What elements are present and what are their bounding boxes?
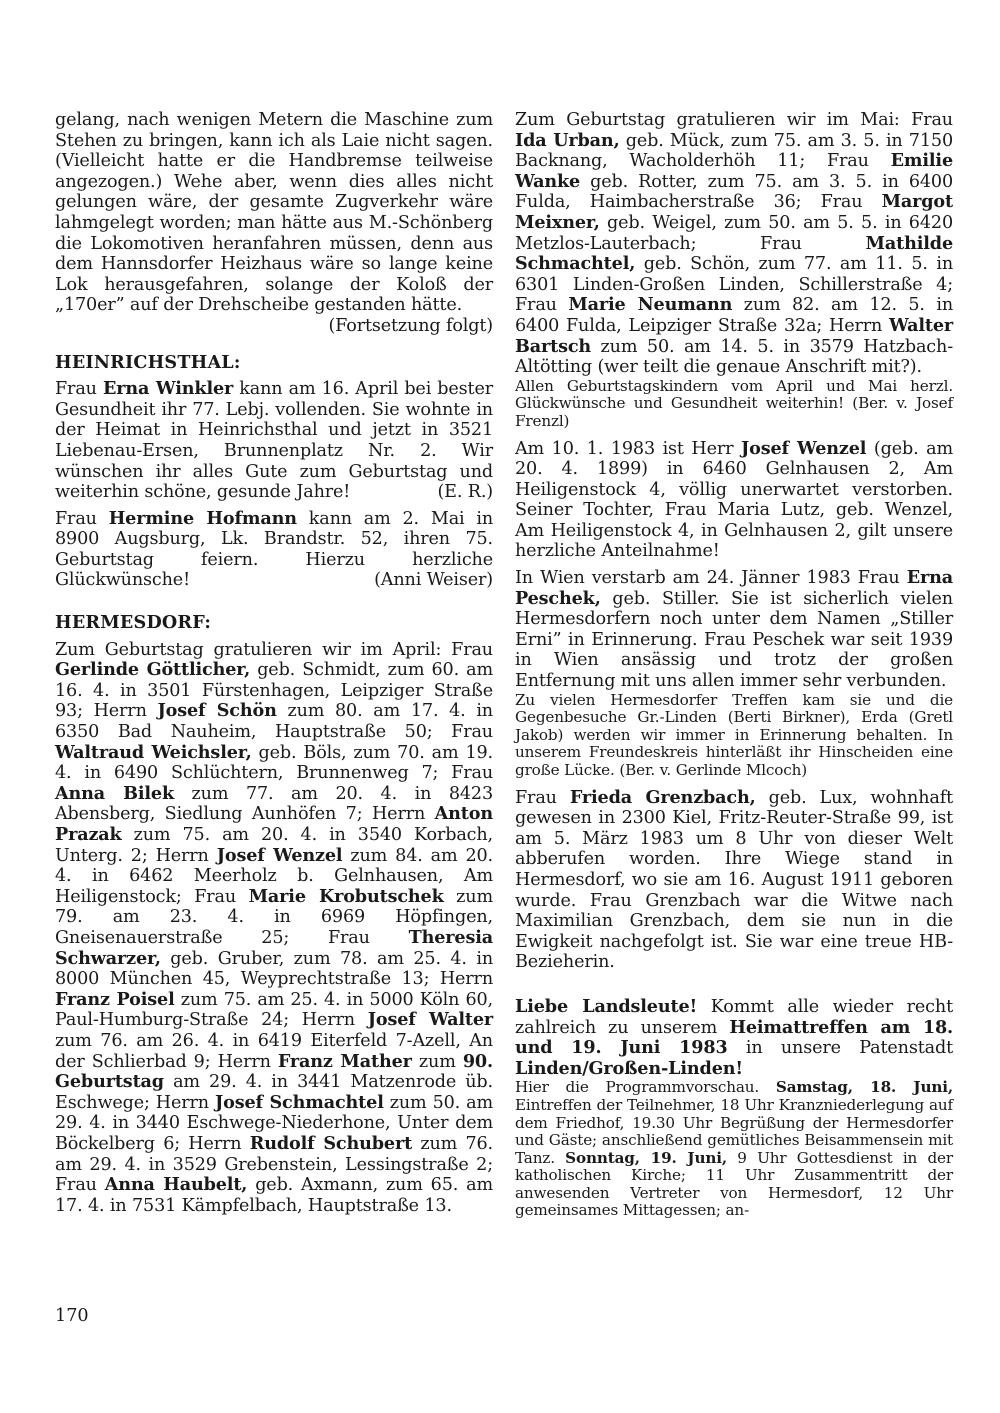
bold-name: Heimattreffen am 18. und 19. Juni 1983 xyxy=(515,1016,954,1059)
author-signature: (Anni Weiser) xyxy=(374,570,493,591)
text-run: Zu vielen Hermesdorfer Treffen kam sie und die Gegenbesuche Gr.-Linden (Berti Birkner), Erda (Gretl Jakob) werden wir immer in Erinnerung behalten. In unserem Freundeskreis hinterläßt ihr Hinscheiden eine große Lücke. (Ber. v. Gerlinde Mlcoch) xyxy=(515,690,953,779)
birthday-greetings-note xyxy=(515,378,953,431)
obituary-erna-peschek xyxy=(515,568,953,692)
bold-name: Linden/Großen-Linden! xyxy=(515,1057,743,1079)
text-run: (geb. am 20. 4. 1899) in 6460 Gelnhausen 2, Am Heiligenstock 4, völlig unerwartet verstorben. Seiner Tochter, Frau Maria Lutz, geb. Wenzel, Am Heiligenstock 4, in Gelnhausen 2, gilt unsere herzliche Anteilnahme! xyxy=(515,438,953,562)
obituary-frieda-grenzbach xyxy=(515,788,953,973)
bold-name: Frieda Grenzbach, xyxy=(569,786,756,808)
text-run: Allen Geburtstagskindern vom April und Mai herzl. Glückwünsche und Gesundheit weiterhin! (Ber. v. Josef Frenzl) xyxy=(515,376,953,430)
text-run: In Wien verstarb am 24. Jänner 1983 Frau xyxy=(515,568,907,589)
bold-name: Josef Wenzel xyxy=(216,844,343,866)
text-run: geb. Weigel, zum 50. am 5. 5. in 6420 Metzlos-Lauterbach; Frau xyxy=(515,212,953,254)
text-run: Zum Geburtstag gratulieren wir im Mai: Frau xyxy=(515,110,953,130)
text-run: in unsere Patenstadt xyxy=(727,1038,953,1059)
text-run: geb. Axmann, zum 65. am 17. 4. in 7531 Kämpfelbach, Hauptstraße 13. xyxy=(55,1175,493,1216)
bold-name: Emilie Wanke xyxy=(515,150,953,192)
continuation-note: (Fortsetzung folgt) xyxy=(328,315,493,336)
text-run: zum xyxy=(411,1051,463,1072)
text-run: zum 79. am 23. 4. in 6969 Höpfingen, Gneisenauerstraße 25; Frau xyxy=(55,886,494,948)
text-run: zum 80. am 17. 4. in 6350 Bad Nauheim, Hauptstraße 50; Frau xyxy=(55,701,493,743)
text-run: zum 75. am 20. 4. in 3540 Korbach, Unterg. 2; Herrn xyxy=(55,825,493,866)
bold-name: Josef Walter xyxy=(367,1009,493,1031)
program-preview xyxy=(515,1079,953,1220)
text-run: kann am 16. April bei bester Gesundheit ihr 77. Lebj. vollenden. Sie wohnte in der Heimat in Heinrichsthal und jetzt in 3521 Liebenau-Ersen, Brunnenplatz Nr. 2. Wir wünschen ihr alles Gute zum Geburtstag und weiterhin schöne, gesunde Jahre! xyxy=(55,379,493,503)
author-signature: (E. R.) xyxy=(437,482,493,503)
page-number: 170 xyxy=(55,1306,89,1326)
bold-name: Anna Haubelt, xyxy=(104,1174,248,1196)
text-run: Am 10. 1. 1983 ist Herr xyxy=(515,438,741,459)
bold-name: Waltraud Weichsler, xyxy=(55,741,252,763)
text-run: zum 75. am 25. 4. in 5000 Köln 60, Paul-Humburg-Straße 24; Herrn xyxy=(55,989,493,1031)
peschek-remembrance-note xyxy=(515,692,953,780)
bold-name: Josef Schmachtel xyxy=(214,1091,384,1113)
text-run: geb. Lux, wohnhaft gewesen in 2300 Kiel, Fritz-Reuter-Straße 99, ist am 5. März 1983 um 8 Uhr von dieser Welt abberufen worden. Ihre Wiege stand in Hermesdorf, wo sie am 16. August 1911 geboren wurde. Frau Grenzbach war die Witwe nach Maximilian Grenzbach, dem sie nun in die Ewigkeit nachgefolgt ist. Sie war eine treue HB-Bezieherin. xyxy=(515,787,954,973)
bold-name: Anna Bilek xyxy=(55,782,174,804)
section-heading-hermesdorf: HERMESDORF: xyxy=(55,612,212,634)
story-continuation xyxy=(55,110,493,316)
bold-name: 90. Geburtstag xyxy=(55,1050,494,1093)
bold-name: Gerlinde Göttlicher, xyxy=(55,659,251,681)
bold-name: Mathilde Schmachtel, xyxy=(515,232,953,275)
text-run: geb. Böls, zum 70. am 19. 4. in 6490 Schlüchtern, Brunnenweg 7; Frau xyxy=(55,742,493,784)
text-run: zum 76. am 29. 4. in 3529 Grebenstein, Lessingstraße 2; Frau xyxy=(55,1133,493,1196)
text-run: geb. Rotter, zum 75. am 3. 5. in 6400 Fulda, Haimbacherstraße 36; Frau xyxy=(515,171,953,213)
bold-name: Hermine Hofmann xyxy=(108,507,297,529)
may-birthdays xyxy=(515,110,953,378)
bold-name: Sonntag, 19. Juni, xyxy=(565,1148,727,1167)
right-column xyxy=(515,110,953,1228)
text-run: geb. Schön, zum 77. am 11. 5. in 6301 Linden-Großen Linden, Schillerstraße 4; Frau xyxy=(515,254,953,316)
bold-name: Marie Krobutschek xyxy=(248,885,444,907)
text-run: geb. Mück, zum 75. am 3. 5. in 7150 Backnang, Wacholderhöh 11; Frau xyxy=(515,130,953,172)
bold-name: Franz Poisel xyxy=(55,988,175,1010)
text-run: Kommt alle wieder recht zahlreich zu unserem xyxy=(515,996,953,1038)
april-birthdays xyxy=(55,640,493,1217)
bold-name: Samstag, 18. Juni, xyxy=(775,1078,953,1097)
text-run: zum 50. am 29. 4. in 3440 Eschwege-Niederhone, Unter dem Böckelberg 6; Herrn xyxy=(55,1092,494,1154)
left-column xyxy=(55,110,493,1222)
bold-name: Anton Prazak xyxy=(55,803,493,845)
text-run: gelang, nach wenigen Metern die Maschine zum Stehen zu bringen, kann ich als Laie nicht sagen. (Vielleicht hatte er die Handbremse teilweise angezogen.) Wehe aber, wenn dies alles nicht gelungen wäre, der gesamte Zugverkehr wäre lahmgelegt worden; man hätte aus M.-Schönberg die Lokomotiven heranfahren müssen, denn aus dem Hannsdorfer Heizhaus wäre so lange keine Lok herausgefahren, solange der Koloß der „170er” auf der Drehscheibe gestanden hätte. xyxy=(55,110,493,316)
text-run: geb. Gruber, zum 78. am 25. 4. in 8000 München 45, Weyprechtstraße 13; Herrn xyxy=(55,948,493,990)
section-heading-heinrichsthal: HEINRICHSTHAL: xyxy=(55,351,241,373)
text-run: zum 77. am 20. 4. in 8423 Abensberg, Siedlung Aunhöfen 7; Herrn xyxy=(55,783,493,825)
text-run: zum 50. am 14. 5. in 3579 Hatzbach-Altötting (wer teilt die genaue Anschrift mit?). xyxy=(515,336,953,378)
text-run: geb. Stiller. Sie ist sicherlich vielen Hermesdorfern noch unter dem Namen „Stiller Erni” in Erinnerung. Frau Peschek war seit 1939 in Wien ansässig und trotz der großen Entfernung mit uns allen immer sehr verbunden. xyxy=(515,588,953,692)
text-run: Frau xyxy=(55,508,109,529)
meeting-announcement xyxy=(515,997,953,1079)
text-run: am 29. 4. in 3441 Matzenrode üb. Eschwege; Herrn xyxy=(55,1072,493,1113)
bold-name: Josef Wenzel xyxy=(740,437,867,459)
text-run: zum 82. am 12. 5. in 6400 Fulda, Leipziger Straße 32a; Herrn xyxy=(515,295,953,336)
text-run: 9 Uhr Gottesdienst in der katholischen Kirche; 11 Uhr Zusammentritt der anwesenden Vertreter von Hermesdorf, 12 Uhr gemeinsames Mittagessen; an- xyxy=(515,1148,953,1220)
text-run: geb. Schmidt, zum 60. am 16. 4. in 3501 Fürstenhagen, Leipziger Straße 93; Herrn xyxy=(55,660,493,722)
text-run: zum 76. am 26. 4. in 6419 Eiterfeld 7-Azell, An der Schlierbad 9; Herrn xyxy=(55,1030,493,1072)
bold-name: Erna Peschek, xyxy=(515,567,953,609)
bold-name: Ida Urban, xyxy=(515,129,620,151)
bold-name: Franz Mather xyxy=(277,1050,412,1072)
bold-name: Margot Meixner, xyxy=(515,191,953,233)
bold-name: Liebe Landsleute! xyxy=(515,995,698,1017)
text-run: Zum Geburtstag gratulieren wir im April: Frau xyxy=(55,639,493,660)
obituary-josef-wenzel xyxy=(515,439,953,563)
bold-name: Josef Schön xyxy=(157,700,277,722)
text-run: zum 84. am 20. 4. in 6462 Meerholz b. Gelnhausen, Am Heiligenstock; Frau xyxy=(55,845,493,907)
bold-name: Walter Bartsch xyxy=(515,314,953,357)
text-run: Eintreffen der Teilnehmer, 18 Uhr Kranzniederlegung auf dem Friedhof, 19.30 Uhr Begrüßung der Hermesdorfer und Gäste; anschließend gemütliches Beisammensein mit Tanz. xyxy=(515,1095,953,1167)
bold-name: Erna Winkler xyxy=(102,378,234,400)
bold-name: Marie Neumann xyxy=(568,294,733,316)
text-run: Hier die Programmvorschau. xyxy=(515,1078,776,1097)
bold-name: Theresia Schwarzer, xyxy=(55,926,493,969)
bold-name: Rudolf Schubert xyxy=(249,1132,413,1154)
text-run: Frau xyxy=(515,787,570,808)
text-run: kann am 2. Mai in 8900 Augsburg, Lk. Brandstr. 52, ihren 75. Geburtstag feiern. Hierzu herzliche Glückwünsche! xyxy=(55,508,494,591)
text-run: Frau xyxy=(55,379,103,400)
